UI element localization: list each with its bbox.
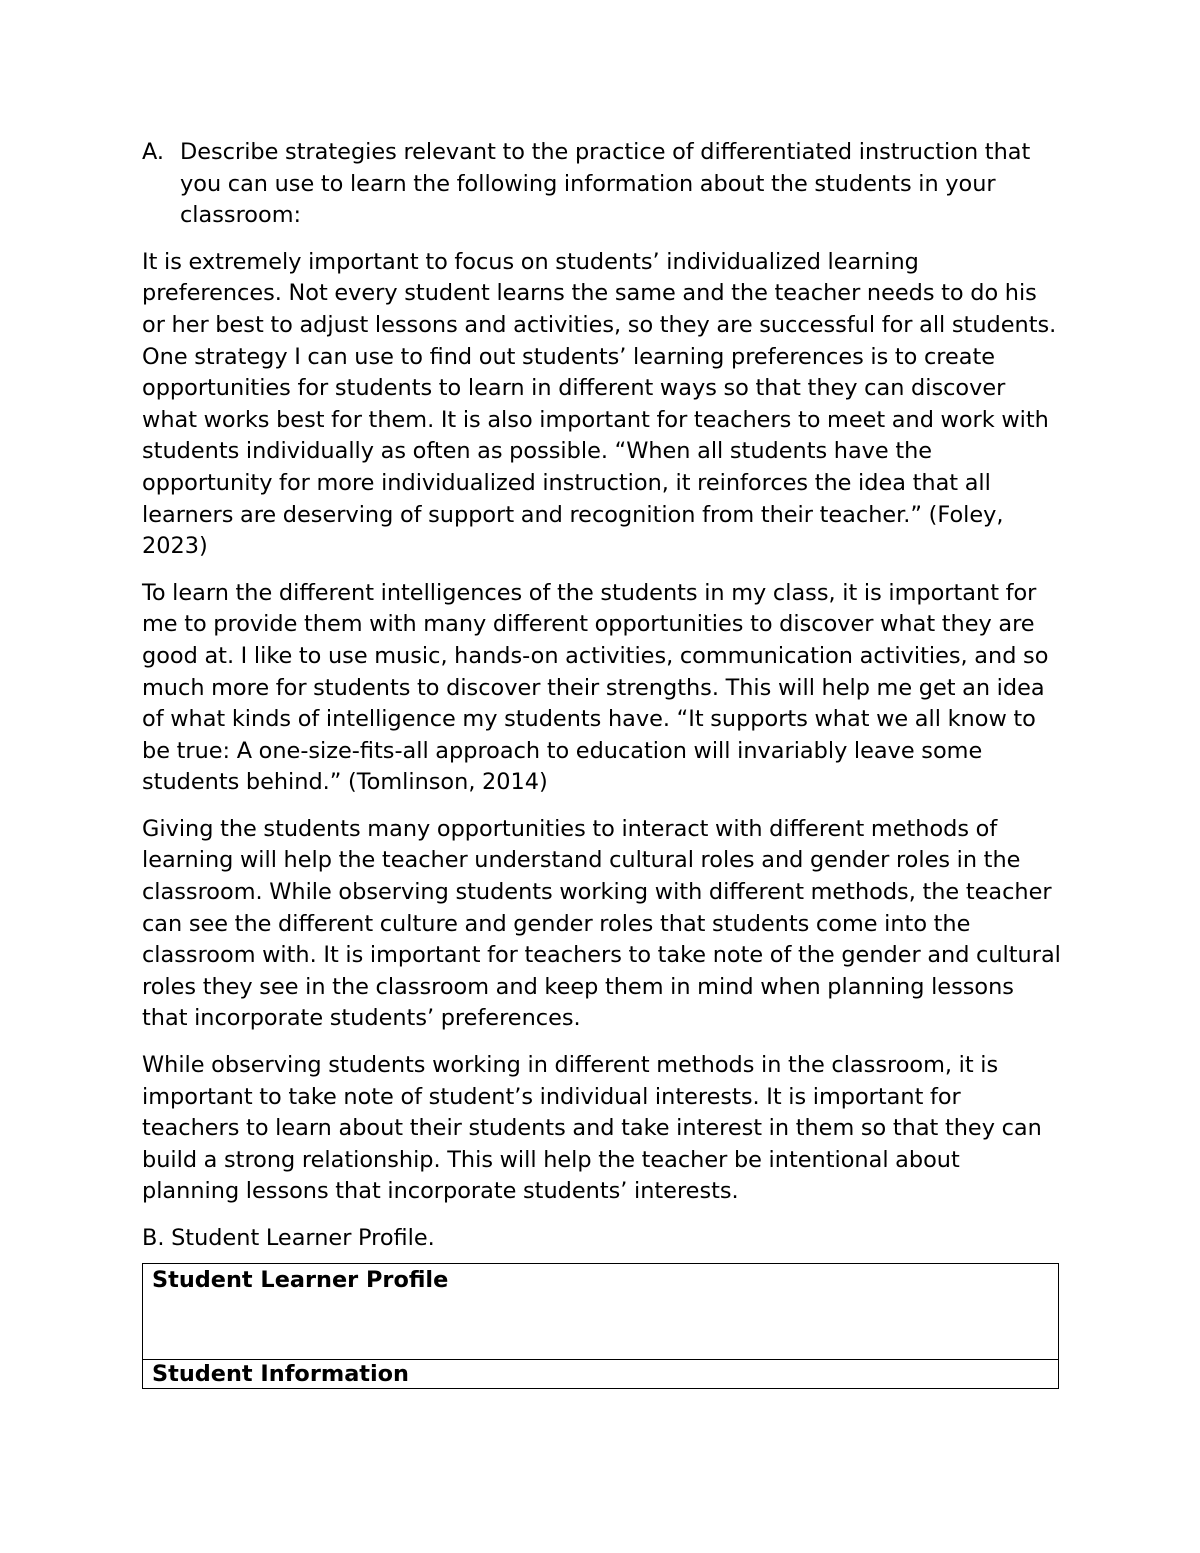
student-information-cell: Student Information <box>143 1359 1059 1388</box>
section-b-heading: B. Student Learner Profile. <box>142 1225 435 1251</box>
paragraph-learning-preferences: It is extremely important to focus on students’ individualized learning preferences. Not every student learns the same and the teacher needs to do his or her best to adjust lessons and activities, so they are successful for all students. One strategy I can use to find out students’ learning preferences is to create opportunities for students to learn in different ways so that they can discover what works best for them. It is also important for teachers to meet and work with students individually as often as possible. “When all students have the opportunity for more individualized instruction, it reinforces the idea that all learners are deserving of support and recognition from their teacher.” (Foley, 2023) <box>142 248 1057 560</box>
section-a-prompt-text: Describe strategies relevant to the practice of differentiated instruction that you can use to learn the following information about the students in your classroom: <box>180 139 1031 229</box>
document-page <box>142 137 1062 1389</box>
section-a-marker: A. <box>142 139 165 165</box>
paragraph-interests: While observing students working in different methods in the classroom, it is important to take note of student’s individual interests. It is important for teachers to learn about their students and take interest in them so that they can build a strong relationship. This will help the teacher be intentional about planning lessons that incorporate students’ interests. <box>142 1052 1042 1205</box>
table-row <box>143 1263 1059 1359</box>
student-learner-profile-table <box>142 1263 1059 1389</box>
table-title-cell: Student Learner Profile <box>143 1263 1059 1359</box>
paragraph-cultural-gender-roles: Giving the students many opportunities to interact with different methods of learning will help the teacher understand cultural roles and gender roles in the classroom. While observing students working with different methods, the teacher can see the different culture and gender roles that students come into the classroom with. It is important for teachers to take note of the gender and cultural roles they see in the classroom and keep them in mind when planning lessons that incorporate students’ preferences. <box>142 815 1061 1032</box>
section-a-prompt <box>142 137 1062 232</box>
table-row <box>143 1359 1059 1388</box>
paragraph-intelligences: To learn the different intelligences of the students in my class, it is important for me to provide them with many different opportunities to discover what they are good at. I like to use music, hands-on activities, communication activities, and so much more for students to discover their strengths. This will help me get an idea of what kinds of intelligence my students have. “It supports what we all know to be true: A one-size-fits-all approach to education will invariably leave some students behind.” (Tomlinson, 2014) <box>142 579 1049 796</box>
